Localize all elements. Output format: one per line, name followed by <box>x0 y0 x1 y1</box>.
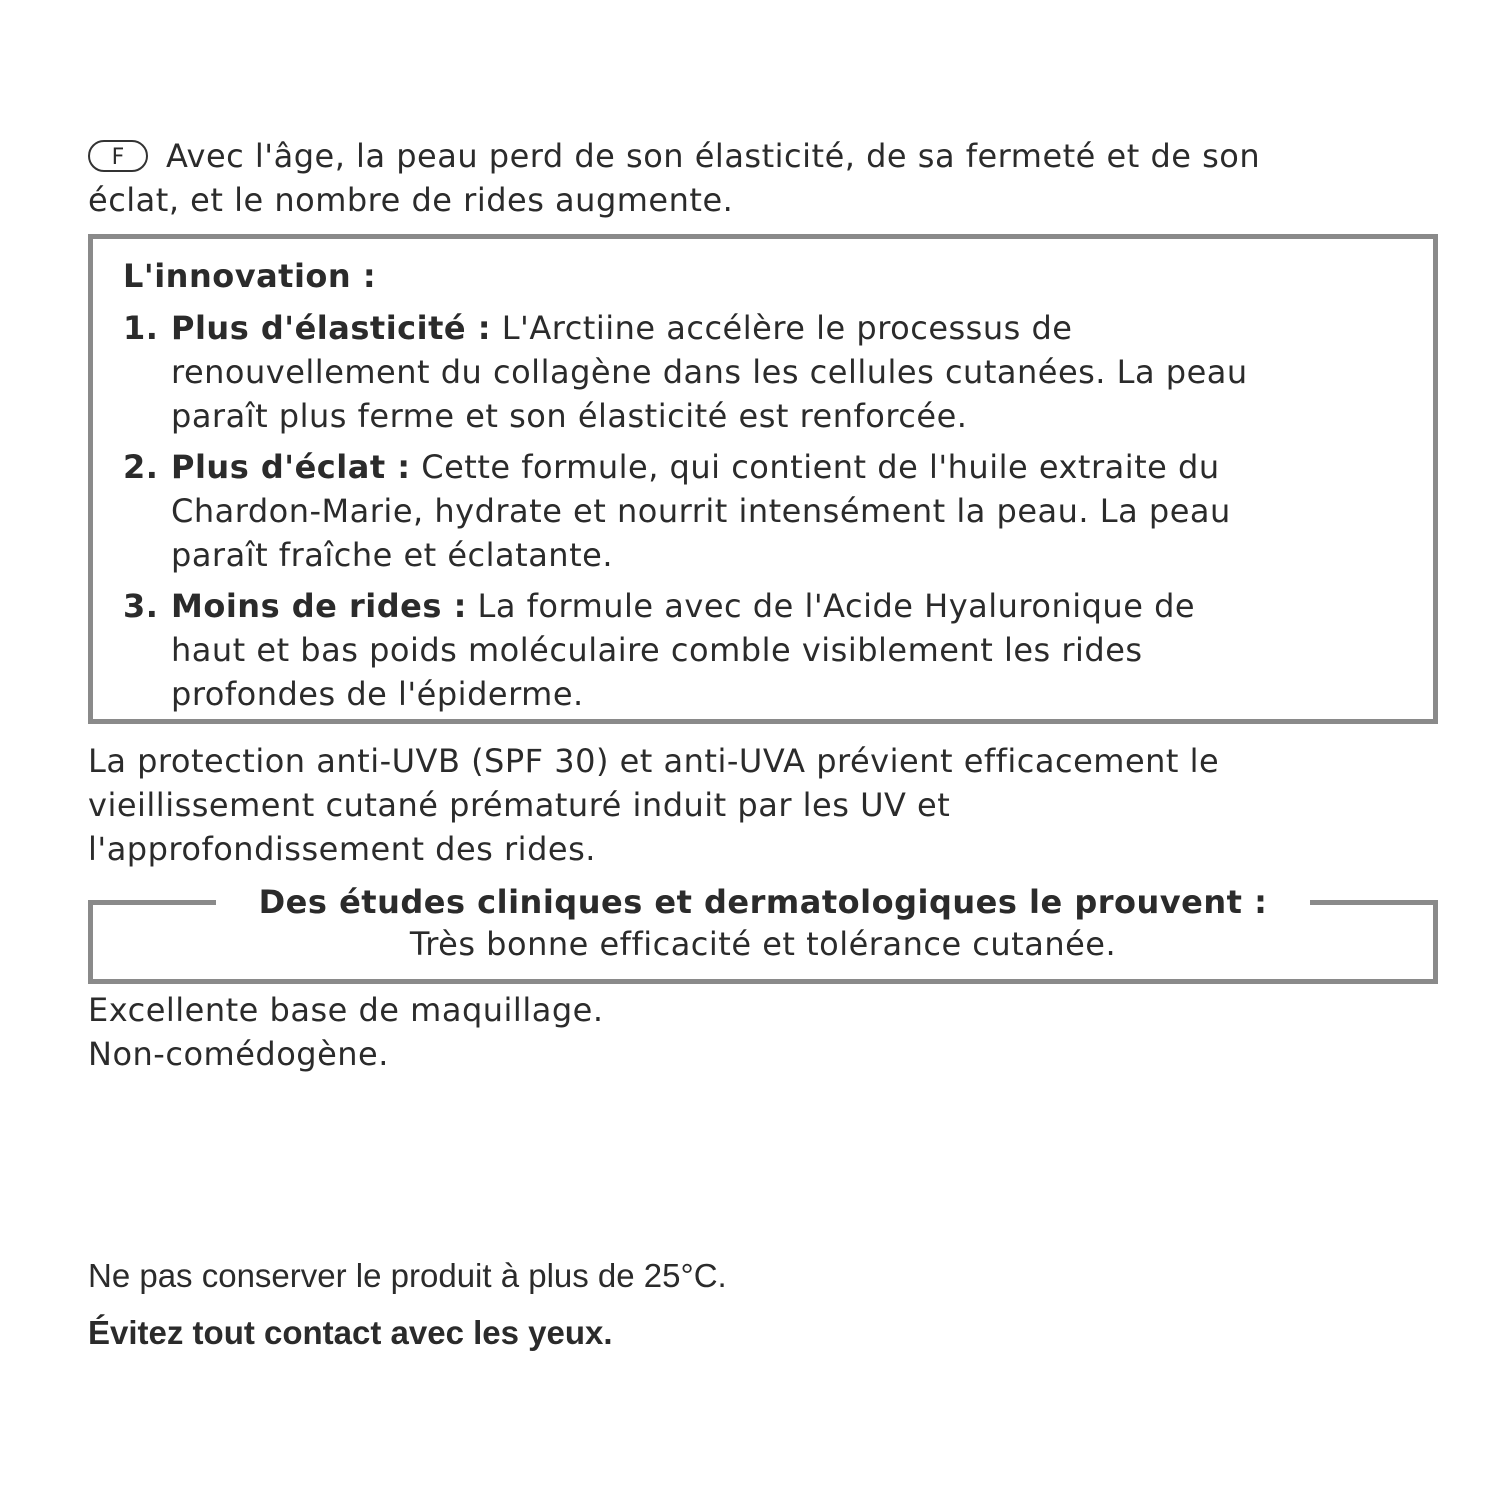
item-text: Cette formule, qui contient de l'huile extraite du <box>421 448 1220 486</box>
item-text: La formule avec de l'Acide Hyaluronique de <box>477 587 1196 625</box>
intro-paragraph <box>88 134 1430 222</box>
item-text: profondes de l'épiderme. <box>171 675 584 713</box>
clinical-box-top-rule-left <box>88 900 216 905</box>
extras-line-2: Non-comédogène. <box>88 1035 389 1073</box>
innovation-box <box>88 234 1438 724</box>
item-heading: Moins de rides : <box>171 587 467 625</box>
item-text: haut et bas poids moléculaire comble visiblement les rides <box>171 631 1143 669</box>
clinical-heading: Des études cliniques et dermatologiques le prouvent : <box>258 883 1268 921</box>
item-text: renouvellement du collagène dans les cellules cutanées. La peau <box>171 353 1248 391</box>
item-heading: Plus d'éclat : <box>171 448 411 486</box>
item-number: 3. <box>123 587 159 625</box>
innovation-item <box>123 445 1403 577</box>
clinical-box-top-rule-right <box>1310 900 1438 905</box>
clinical-result: Très bonne efficacité et tolérance cutanée. <box>409 925 1117 963</box>
item-text: paraît plus ferme et son élasticité est renforcée. <box>171 397 968 435</box>
intro-line-1 <box>88 134 1430 178</box>
innovation-item <box>123 306 1403 438</box>
intro-line-2: éclat, et le nombre de rides augmente. <box>88 181 734 219</box>
extras-line-1: Excellente base de maquillage. <box>88 991 604 1029</box>
uv-protection-paragraph <box>88 739 1430 871</box>
eye-contact-warning: Évitez tout contact avec les yeux. <box>88 1314 613 1351</box>
intro-text-1: Avec l'âge, la peau perd de son élasticité, de sa fermeté et de son <box>166 137 1261 175</box>
item-heading: Plus d'élasticité : <box>171 309 492 347</box>
uv-line-2: vieillissement cutané prématuré induit par les UV et <box>88 786 951 824</box>
innovation-item <box>123 584 1403 716</box>
uv-line-3: l'approfondissement des rides. <box>88 830 596 868</box>
uv-line-1: La protection anti-UVB (SPF 30) et anti-UVA prévient efficacement le <box>88 742 1220 780</box>
item-text: Chardon-Marie, hydrate et nourrit intensément la peau. La peau <box>171 492 1231 530</box>
item-number: 1. <box>123 309 159 347</box>
storage-warning: Ne pas conserver le produit à plus de 25°C. <box>88 1257 727 1294</box>
innovation-title: L'innovation : <box>123 257 377 295</box>
extras-paragraph <box>88 988 1430 1076</box>
item-text: paraît fraîche et éclatante. <box>171 536 613 574</box>
item-text: L'Arctiine accélère le processus de <box>501 309 1073 347</box>
item-number: 2. <box>123 448 159 486</box>
language-badge: F <box>88 140 148 172</box>
